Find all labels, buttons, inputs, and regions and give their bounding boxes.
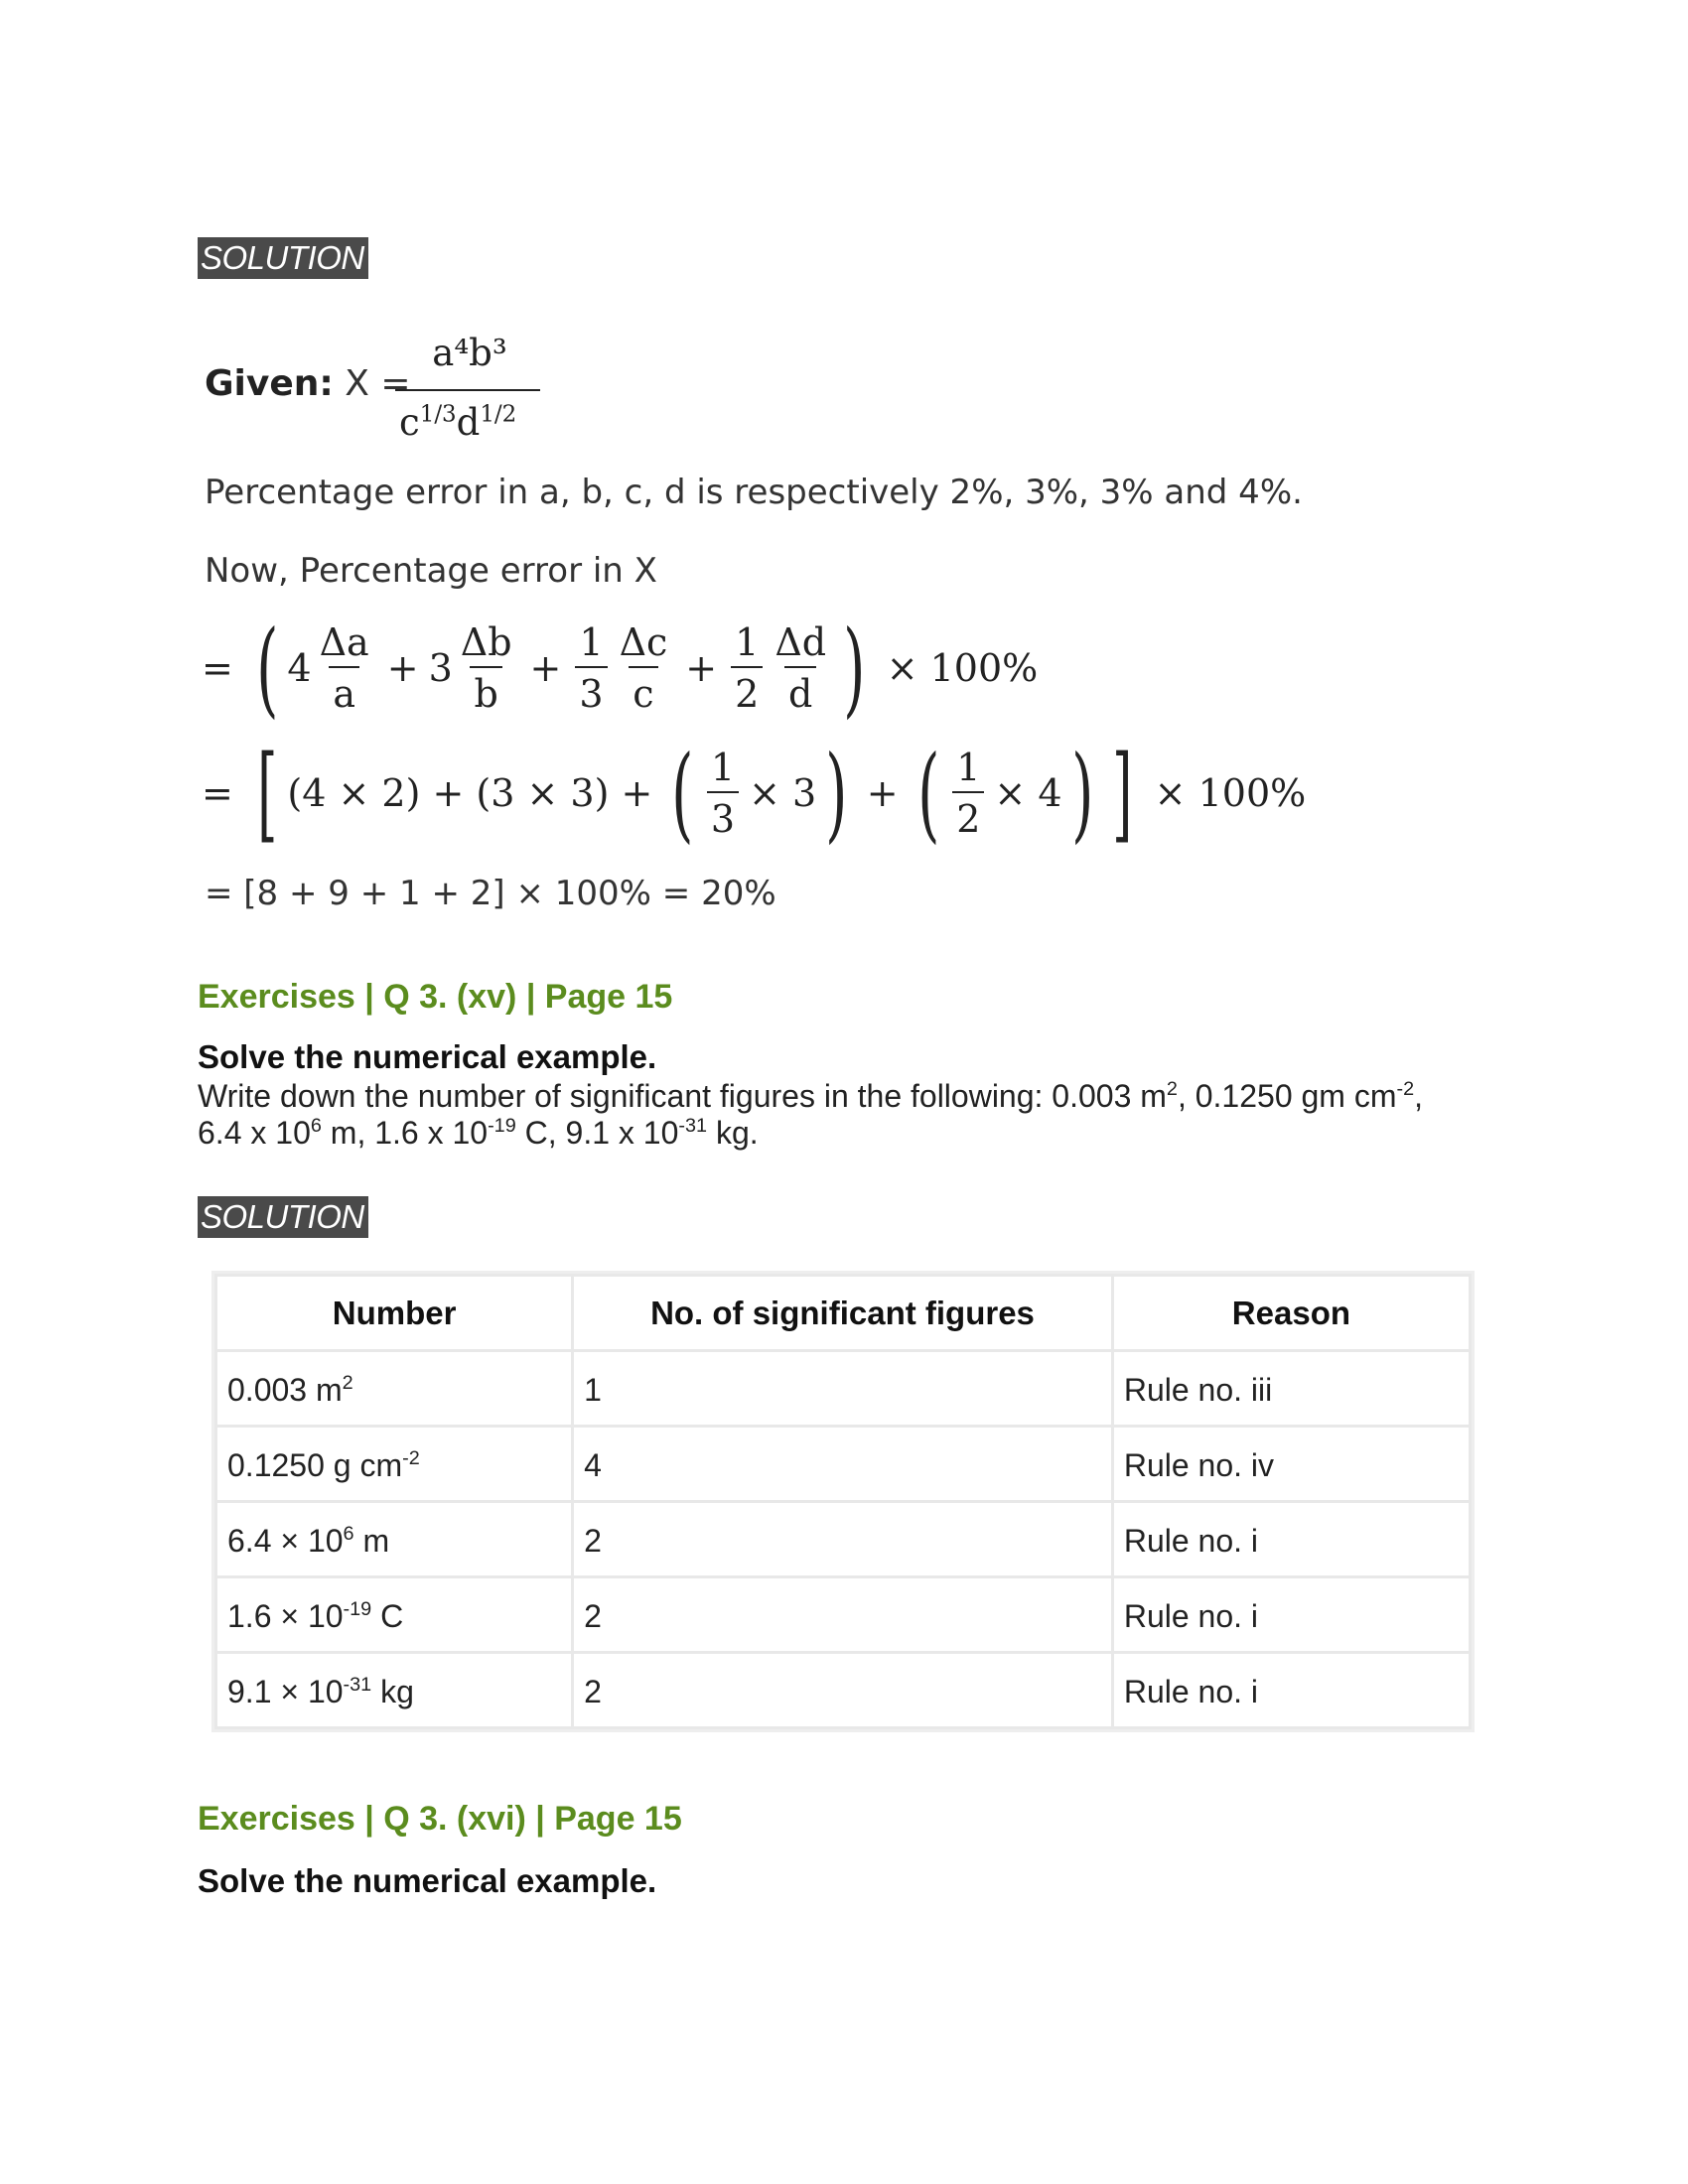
cell-number: 0.003 $m^2$ [216,1351,573,1427]
solution-badge: SOLUTION [198,237,368,279]
given-lhs: X = [345,363,411,404]
cell-figures: 1 [573,1351,1113,1427]
cell-number: 0.1250 g $cm^{-2}$ [216,1427,573,1502]
cell-figures: 4 [573,1427,1113,1502]
percentage-error-text: Percentage error in a, b, c, d is respectively 2%, 3%, 3% and 4%. [205,473,1303,512]
table-row [216,1502,1471,1577]
header-number: Number [216,1276,573,1351]
cell-reason: Rule no. i [1112,1653,1470,1728]
question-line-2: 6.4 x $10^6$ m, 1.6 x $10^{-19}$ C, 9.1 x $10^{-31}$ kg. [198,1115,759,1151]
cell-figures: 2 [573,1502,1113,1577]
table-row [216,1653,1471,1728]
cell-figures: 2 [573,1577,1113,1653]
header-figures: No. of significant figures [573,1276,1113,1351]
given-numerator: a⁴b³ [432,332,507,374]
exercise-instruction-xv: Solve the numerical example. [198,1038,657,1075]
given-fraction-bar [395,389,540,391]
given-formula [205,363,411,404]
exercise-instruction-xvi: Solve the numerical example. [198,1862,657,1899]
question-line-1: Write down the number of significant figures in the following: 0.003 $m^2$, 0.1250 gm $cm^{-2}$, [198,1078,1424,1114]
cell-number: $6.4 \times 10^6$ m [216,1502,573,1577]
left-paren: ( [255,608,279,729]
cell-reason: Rule no. i [1112,1502,1470,1577]
left-bracket: [ [256,733,278,854]
cell-number: $1.6 \times 10^{-19}$ C [216,1577,573,1653]
header-reason: Reason [1112,1276,1470,1351]
table-row [216,1427,1471,1502]
equation-line-2: = [ (4 × 2) + (3 × 3) + ( $\frac{1}{3}$ × 3 ) + ( $\frac{1}{2}$ × 4 ) ] × 100% [202,733,1307,854]
table-row [216,1577,1471,1653]
right-bracket: ] [1112,733,1133,854]
cell-reason: Rule no. iii [1112,1351,1470,1427]
cell-number: $9.1 \times 10^{-31}$ kg [216,1653,573,1728]
equation-line-1: = ( 4 $\frac{\Delta a}{a}$ + 3 $\frac{\Delta b}{b}$ + $\frac{1}{3}$ $\frac{\Delta c}{c}$ + $\frac{1}{2}$ $\frac{\Delta d}{d}$ ) × 100% [202,608,1039,729]
exercise-heading-xv: Exercises | Q 3. (xv) | Page 15 [198,978,673,1016]
table-header-row [216,1276,1471,1351]
cell-reason: Rule no. i [1112,1577,1470,1653]
exercise-heading-xvi: Exercises | Q 3. (xvi) | Page 15 [198,1800,682,1838]
cell-reason: Rule no. iv [1112,1427,1470,1502]
cell-figures: 2 [573,1653,1113,1728]
given-denominator: $c^{1/3}d^{1/2}$ [399,401,517,444]
equation-line-3: = [8 + 9 + 1 + 2] × 100% = 20% [205,874,776,913]
right-paren: ) [843,608,866,729]
table-row [216,1351,1471,1427]
now-text: Now, Percentage error in X [205,551,657,591]
given-label: Given: [205,363,334,404]
significant-figures-table [214,1274,1472,1729]
solution-badge: SOLUTION [198,1196,368,1238]
